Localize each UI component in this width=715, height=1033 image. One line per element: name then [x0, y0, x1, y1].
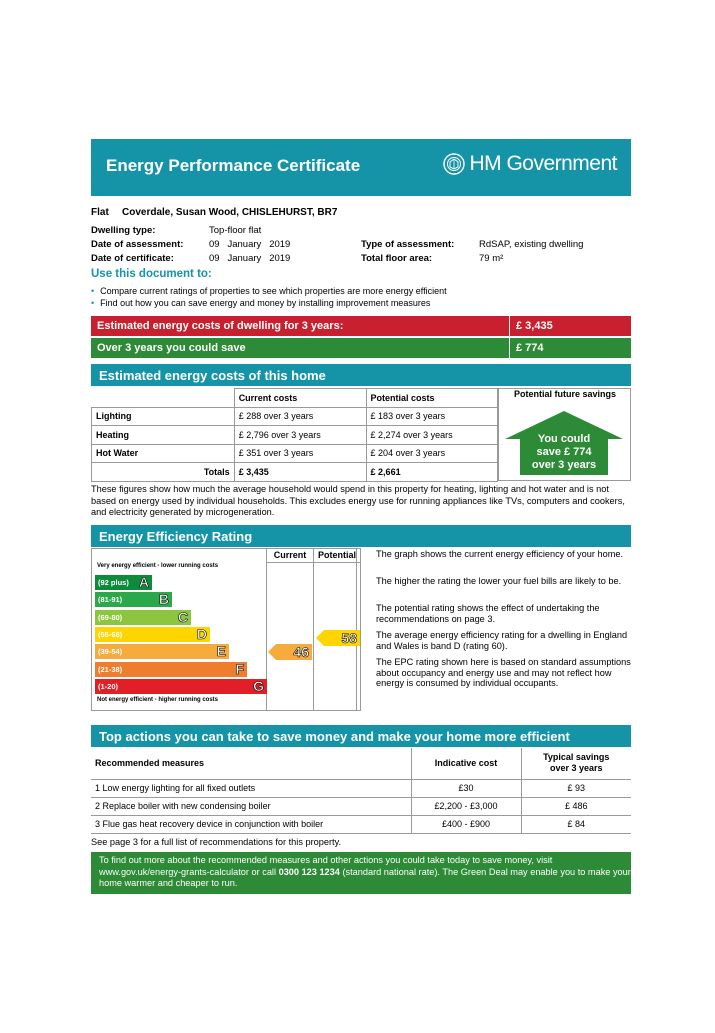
certificate-title: Energy Performance Certificate	[106, 156, 361, 175]
rating-description: The potential rating shows the effect of undertaking the recommendations on page 3.	[376, 603, 600, 624]
saving-value: £ 774	[516, 342, 544, 354]
potential-cost: £ 183 over 3 years	[366, 407, 498, 426]
potential-rating-value: 58	[341, 630, 357, 646]
indicative-cost: £2,200 - £3,000	[411, 797, 521, 815]
table-row	[91, 815, 631, 833]
measure: 3 Flue gas heat recovery device in conjunction with boiler	[91, 815, 411, 833]
address: Coverdale, Susan Wood, CHISLEHURST, BR7	[122, 207, 338, 218]
band-range: (55-68)	[98, 629, 123, 639]
costs-section-title: Estimated energy costs of this home	[99, 368, 326, 383]
dwelling-type: Top-floor flat	[209, 225, 262, 236]
typical-saving: £ 93	[521, 779, 631, 797]
band-letter: B	[158, 591, 169, 608]
footer-phone: 0300 123 1234	[278, 866, 340, 877]
row-label: Heating	[92, 426, 235, 445]
current-cost: £ 351 over 3 years	[234, 444, 366, 463]
use-document-title: Use this document to:	[91, 268, 212, 280]
savings-arrow	[505, 411, 623, 475]
costs-section-header	[91, 364, 631, 386]
type-assessment: RdSAP, existing dwelling	[479, 239, 584, 250]
potential-cost: £ 204 over 3 years	[366, 444, 498, 463]
total-potential: £ 2,661	[366, 463, 498, 482]
band-range: (39-54)	[98, 647, 123, 657]
typical-saving: £ 486	[521, 797, 631, 815]
rating-band-d	[95, 627, 210, 642]
footer-text: (standard national rate). The Green Deal may enable you to make your home warmer and cheaper to run.	[99, 866, 631, 888]
rating-band-e	[95, 644, 229, 659]
certificate-header	[91, 139, 631, 196]
see-page-note: See page 3 for a full list of recommendations for this property.	[91, 837, 342, 847]
row-label: Lighting	[92, 407, 235, 426]
measure: 1 Low energy lighting for all fixed outlets	[91, 779, 411, 797]
address-label: Flat	[91, 207, 109, 218]
total-current: £ 3,435	[234, 463, 366, 482]
current-cost: £ 2,796 over 3 years	[234, 426, 366, 445]
type-assessment-label: Type of assessment:	[361, 239, 455, 250]
measures-header: Recommended measures	[91, 748, 411, 779]
band-range: (21-38)	[98, 664, 123, 674]
potential-saving-bar	[91, 338, 631, 358]
dwelling-type-label: Dwelling type:	[91, 225, 156, 236]
rating-band-b	[95, 592, 172, 607]
band-letter: F	[235, 660, 244, 677]
rating-description: The average energy efficiency rating for a dwelling in England and Wales is band D (rating 60).	[376, 630, 628, 651]
row-label: Hot Water	[92, 444, 235, 463]
rating-band-f	[95, 662, 247, 677]
band-letter: E	[216, 643, 226, 660]
costs-note: These figures show how much the average household would spend in this property for heating, lighting and hot water and is not based on energy used by individual households. This excludes energy use for running appliances like TVs, computers and cookers, and electricity generated by microgeneration.	[91, 484, 625, 517]
arrow-line: save £ 774	[536, 446, 592, 458]
estimated-cost-value: £ 3,435	[516, 320, 553, 332]
table-row	[91, 779, 631, 797]
potential-rating-marker	[316, 630, 360, 646]
date-assessment: 09 January 2019	[209, 239, 291, 250]
indicative-cost: £30	[411, 779, 521, 797]
saving-label: Over 3 years you could save	[97, 342, 246, 354]
band-letter: C	[177, 608, 188, 625]
rating-bottom-note: Not energy efficient - higher running costs	[97, 697, 219, 703]
current-rating-marker	[268, 644, 312, 660]
logo-text: HM Government	[469, 152, 617, 175]
floor-area: 79 m²	[479, 253, 504, 264]
current-column-header: Current	[267, 550, 313, 563]
rating-top-note: Very energy efficient - lower running costs	[97, 563, 219, 569]
estimated-cost-bar	[91, 316, 631, 336]
rating-section-title: Energy Efficiency Rating	[99, 529, 253, 544]
current-column	[266, 548, 314, 711]
hm-government-logo	[443, 152, 617, 176]
totals-label: Totals	[92, 463, 235, 482]
potential-cost: £ 2,274 over 3 years	[366, 426, 498, 445]
indicative-cost: £400 - £900	[411, 815, 521, 833]
rating-band-g	[95, 679, 267, 694]
typical-saving: £ 84	[521, 815, 631, 833]
actions-section-title: Top actions you can take to save money and make your home more efficient	[99, 729, 570, 744]
potential-column-header: Potential	[314, 550, 360, 563]
current-cost: £ 288 over 3 years	[234, 407, 366, 426]
footer-text: To find out more about the recommended measures and other actions you could take today to save money, visit www.gov.uk/energy-grants-calculator or call	[99, 855, 553, 877]
rating-description: The graph shows the current energy efficiency of your home.	[376, 549, 624, 559]
rating-description: The EPC rating shown here is based on standard assumptions about occupancy and energy use and may not reflect how energy is consumed by individual occupants.	[376, 657, 631, 688]
footer-info	[91, 852, 631, 894]
band-range: (92 plus)	[98, 578, 129, 587]
band-range: (1-20)	[98, 681, 119, 691]
date-assessment-label: Date of assessment:	[91, 239, 184, 250]
rating-section-header	[91, 525, 631, 547]
crest-icon	[443, 153, 465, 175]
rating-description: The higher the rating the lower your fuel bills are likely to be.	[376, 576, 622, 586]
floor-area-label: Total floor area:	[361, 253, 433, 264]
future-savings-header: Potential future savings	[513, 389, 617, 399]
potential-costs-header: Potential costs	[366, 389, 498, 408]
actions-section-header	[91, 725, 631, 747]
date-certificate-label: Date of certificate:	[91, 253, 174, 264]
actions-table	[91, 748, 631, 834]
band-letter: G	[253, 677, 264, 694]
rating-band-a	[95, 575, 152, 590]
table-row	[91, 797, 631, 815]
arrow-line: over 3 years	[531, 459, 597, 471]
current-rating-value: 46	[293, 644, 309, 660]
current-costs-header: Current costs	[234, 389, 366, 408]
estimated-cost-label: Estimated energy costs of dwelling for 3 years:	[97, 320, 344, 332]
band-range: (81-91)	[98, 595, 123, 605]
cost-header: Indicative cost	[411, 748, 521, 779]
date-certificate: 09 January 2019	[209, 253, 291, 264]
arrow-line: You could	[537, 433, 591, 445]
measure: 2 Replace boiler with new condensing boiler	[91, 797, 411, 815]
band-letter: D	[196, 625, 207, 642]
savings-header: Typical savings over 3 years	[521, 748, 631, 779]
band-range: (69-80)	[98, 612, 123, 622]
rating-band-c	[95, 610, 191, 625]
band-letter: A	[138, 574, 149, 590]
use-bullet: • Compare current ratings of properties to see which properties are more energy efficient	[91, 286, 447, 296]
use-bullet: • Find out how you can save energy and money by installing improvement measures	[91, 298, 431, 308]
